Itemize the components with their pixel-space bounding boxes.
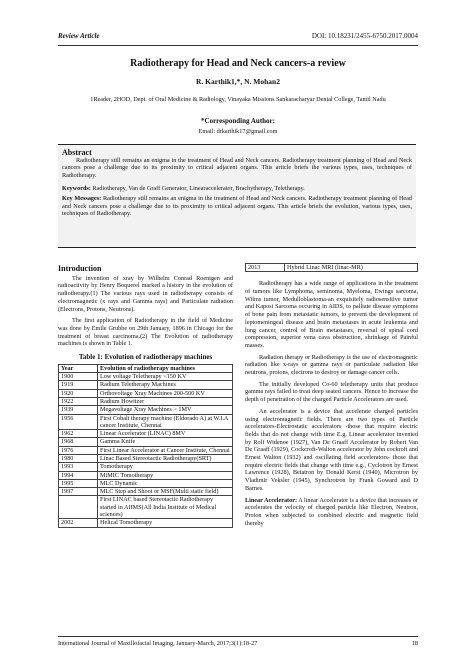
table-cell-year: 2013	[246, 264, 285, 272]
right-column	[245, 263, 418, 531]
table-cell-evolution: Linear Accelerator (LINAC) 8MV	[98, 430, 233, 438]
corresponding-heading: *Corresponding Author:	[201, 117, 275, 125]
table-cell-year: 1956	[59, 414, 98, 430]
table-row	[59, 519, 233, 527]
table-row	[59, 381, 233, 389]
table-cell-evolution: Radium Teletherapy Machines	[98, 381, 233, 389]
intro-paragraph-2: The first application of Radiotherapy in the field of Medicine was done by Emile Grubbe on 29th January, 1896 in Chicago for the treatment of breast carcinoma.(2) The Evolution of radiotherapy machines is shown in Table 1.	[58, 317, 233, 348]
footer-rule	[58, 636, 418, 637]
table-cell-year: 1980	[59, 455, 98, 463]
table-row	[59, 496, 233, 519]
table-row	[59, 438, 233, 446]
linac-label: Linear Accelerator:	[245, 496, 297, 504]
key-messages-label: Key Messages:	[62, 194, 102, 202]
table-header-row	[59, 364, 233, 372]
table-cell-year: 1939	[59, 406, 98, 414]
table-row	[59, 463, 233, 471]
doi: DOI: 10.18231/2455-6750.2017.0004	[311, 32, 418, 40]
table-cell-year: 1995	[59, 479, 98, 487]
table-row	[59, 397, 233, 405]
table-cell-evolution: MLC Step and Shoot or MSF(Multi static field)	[98, 488, 233, 496]
table-cell-year	[59, 496, 98, 519]
table-cell-evolution: First Cobalt therapy machine (Eldorado A) at W.I.A cancer Institute, Chennai	[98, 414, 233, 430]
table-cell-evolution: MLC Dynamic	[98, 479, 233, 487]
journal-citation: International Journal of Maxillofacial Imaging, January-March, 2017;3(1):18-27	[58, 640, 258, 647]
table-cell-evolution: Low voltage Teletherapy <150 KV	[98, 373, 233, 381]
table-row	[59, 389, 233, 397]
intro-heading: Introduction	[58, 264, 102, 273]
table-cell-evolution: Hybrid Linac MRI (linac-MR)	[285, 264, 418, 272]
table-header-year: Year	[59, 364, 98, 372]
left-column	[58, 265, 233, 528]
right-paragraph-4: An accelerator is a device that accelerate charged particles using electromagnetic fields. There are two types of Particle accelerators-Electrostatic accelerators -those that require electric fields that do not change with time E.g. Linear accelerator invented by Rolf Widenoe (1927), Van De Graaff Accelerator by Robert Van De Graaff (1929), Cockcroft-Walton accelerator by John cockroft and Ernest Walton (1932) and oscillating field accelerators- those that require electric fields that change with time e.g., Cyclotron by Ernest Lawrence (1928), Betatron by Donald Kerst (1940), Microtron by Vladimir Veksler (1945), Synchrotron by Frank Goward and D Barnes.	[245, 407, 418, 492]
key-messages-text: Radiotherapy still remains an enigma in the treatment of Head and Neck cancers. Radiotherapy treatment planning of Head and Neck cancers pose a challenge due to its proximity to critical adjacent organs. This article briefs the evolution, various types, uses, techniques of Radiotherapy.	[62, 194, 412, 218]
running-header	[58, 28, 418, 42]
keywords-label: Keywords:	[62, 185, 91, 193]
table-row	[59, 455, 233, 463]
paper-title: Radiotherapy for Head and Neck cancers-a review	[130, 58, 346, 69]
keywords	[62, 185, 412, 193]
table-caption: Table 1: Evolution of radiotherapy machines	[78, 353, 213, 362]
table-cell-evolution: First LINAC based Stereotactic Radiotherapy started in AIIMS(All India Institute of Medical sciences)	[98, 496, 233, 519]
article-type: Review Article	[58, 32, 100, 40]
table-cell-year: 1968	[59, 438, 98, 446]
table-cell-year: 1993	[59, 463, 98, 471]
table-cell-year: 1919	[59, 381, 98, 389]
table-cell-evolution: Tomotherapy	[98, 463, 233, 471]
table-continued	[245, 263, 418, 272]
evolution-table	[58, 364, 233, 528]
table-row	[59, 471, 233, 479]
right-paragraph-1: Radiotherapy has a wide range of applications in the treatment of tumors like Lymphoma, seminoma, Myeloma, Ewings sarcoma, Wilms tumor, Medulloblastoma-an exquisitely radiosensitive tumor and Kaposi Sarcoma occuring in AIDS, to palliate disease symptoms of bone pain from metastatic tumors, to prevent the development of leptomeningeal disease and brain metastases in acute leukemia and lung cancer, control of Brain metastases, reversal of spinal cord compression, superior vena cava obstruction, shrinkage of Painful masses.	[245, 280, 418, 349]
abstract-text: Radiotherapy still remains an enigma in the treatment of Head and Neck cancers. Radiotherapy treatment planning of Head and Neck cancers pose a challenge due to its proximity to critical adjacent organs. This article briefs the various types, uses, techniques of Radiotherapy.	[62, 156, 412, 179]
table-cell-evolution: Gamma Knife	[98, 438, 233, 446]
table-cell-evolution: First Linear Accelerator at Cancer Institute, Chennai	[98, 446, 233, 454]
page-number: 18	[411, 640, 418, 647]
table-cell-evolution: Radium Howitzer	[98, 397, 233, 405]
affiliation: 1Reader, 2HOD, Dept. of Oral Medicine & Radiology, Vinayaka Missions Sankaracharyar Dental College, Tamil Nadu	[90, 96, 386, 103]
table-row	[246, 264, 418, 272]
right-paragraph-3: The initially developed Co-60 teletherapy units that produce gamma rays failed to treat deep seated cancers. Hence to increase the depth of penetration of the charged Particle Accelerators are used.	[245, 380, 418, 404]
right-paragraph-2: Radiation therapy or Radiotherapy is the use of electromagnetic radiation like x-rays or gamma rays or particulate radiation like neutrons, protons, electrons to destroy or damage cancer cells.	[245, 353, 418, 377]
header-rule	[58, 45, 418, 46]
linac-text: A linear Accelerator is a device that increases or accelerates the velocity of charged particle like Electron, Neutron, Proton when subjected to combined electric and magnetic field thereby	[245, 496, 418, 527]
table-cell-year: 1976	[59, 446, 98, 454]
corresponding-email: Email: drkarthik17@gmail.com	[198, 128, 278, 135]
table-cell-year: 2002	[59, 519, 98, 527]
table-cell-year: 1920	[59, 389, 98, 397]
table-row	[59, 373, 233, 381]
keywords-text: Radiotherapy, Van de Graff Generator, Linearaccelerator, Brachytherapy, Teletherapy.	[92, 185, 305, 193]
table-row	[59, 414, 233, 430]
table-row	[59, 479, 233, 487]
table-cell-evolution: Helical Tomotherapy	[98, 519, 233, 527]
table-cell-year: 1997	[59, 488, 98, 496]
table-cell-evolution: Linac Based Stereotactic Radiotherapy(SRT)	[98, 455, 233, 463]
table-row	[59, 406, 233, 414]
table-header-evolution: Evolution of radiotherapy machines	[98, 364, 233, 372]
table-cell-year: 1994	[59, 471, 98, 479]
table-cell-year: 1922	[59, 397, 98, 405]
right-paragraph-5	[245, 497, 418, 528]
abstract-heading: Abstract	[62, 148, 92, 157]
authors: R. Karthik1,*, N. Mohan2	[196, 77, 280, 86]
table-row	[59, 446, 233, 454]
abstract-box	[58, 144, 416, 248]
table-cell-year: 1962	[59, 430, 98, 438]
intro-paragraph-1: The invention of xray by Wilhelm Conrad Roentgen and radioactivity by Henry Boquerel marked a history in the evolution of radiotherapy.(1) The various rays used in radiotherapy consists of electromagnetic (x rays and Gamma rays) and Particulate radiation (Electrons, Protons, Neutrons).	[58, 274, 233, 313]
table-cell-evolution: MiMIC Tomotherapy	[98, 471, 233, 479]
table-cell-year: 1900	[59, 373, 98, 381]
table-cell-evolution: Megavoltage Xray Machines > 1MV	[98, 406, 233, 414]
table-cell-evolution: Orthovoltage Xray Machines 200-500 KV	[98, 389, 233, 397]
table-row	[59, 488, 233, 496]
table-row	[59, 430, 233, 438]
key-messages	[62, 195, 412, 218]
